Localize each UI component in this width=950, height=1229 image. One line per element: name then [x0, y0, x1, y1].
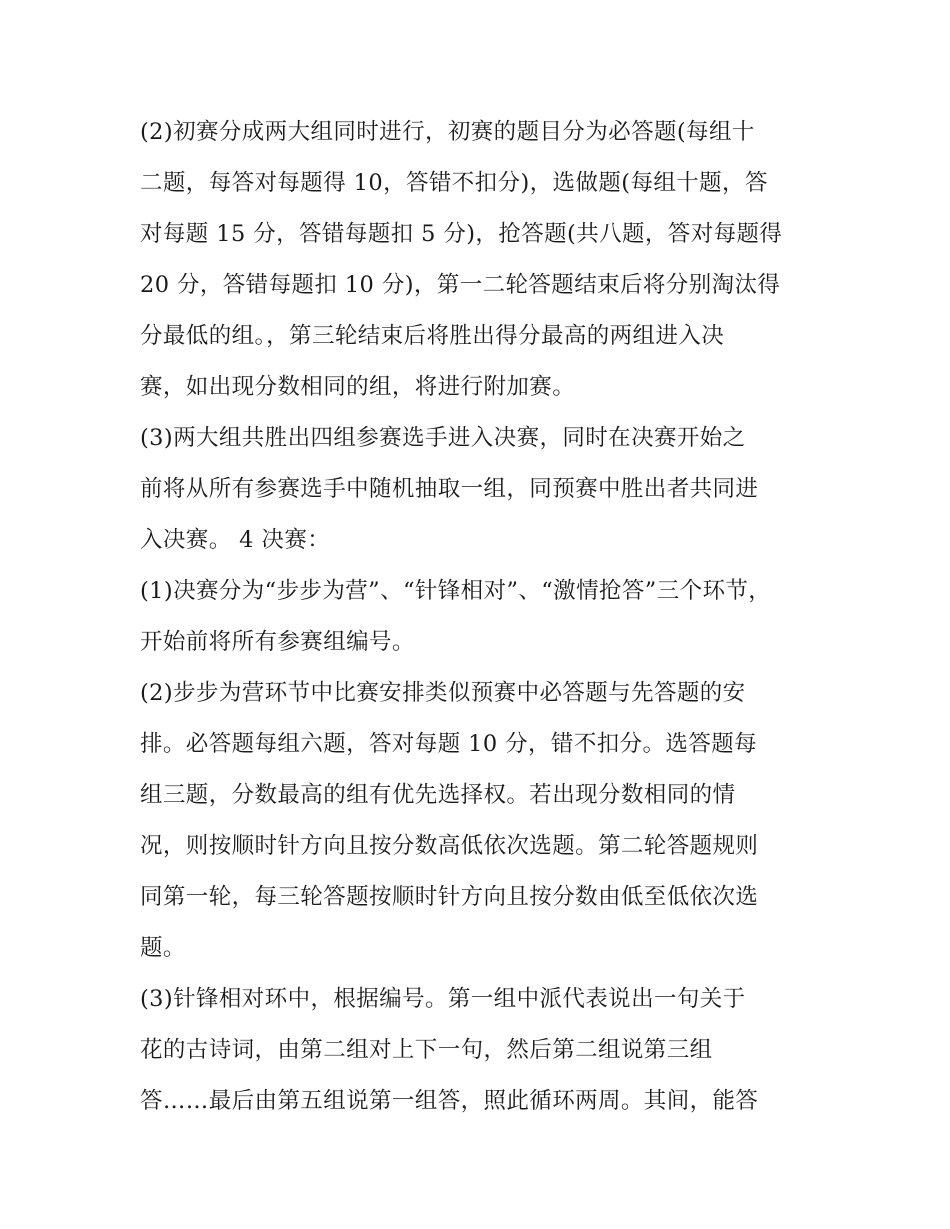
text-line-5: 分最低的组。，第三轮结束后将胜出得分最高的两组进入决 — [140, 323, 725, 349]
text-line-14: 组三题，分数最高的组有优先选择权。若出现分数相同的情 — [140, 782, 736, 808]
text-line-17: 题。 — [140, 935, 186, 961]
text-line-10: (1)决赛分为“步步为营”、“针锋相对”、“激情抢答”三个环节， — [140, 578, 772, 604]
document-body — [140, 107, 820, 1127]
text-line-1: (2)初赛分成两大组同时进行，初赛的题目分为必答题(每组十 — [140, 119, 755, 145]
text-line-20: 答……最后由第五组说第一组答，照此循环两周。其间，能答 — [140, 1088, 759, 1114]
text-line-11: 开始前将所有参赛组编号。 — [140, 629, 415, 655]
text-line-9: 入决赛。 4 决赛： — [140, 527, 331, 553]
text-line-15: 况，则按顺时针方向且按分数高低依次选题。第二轮答题规则 — [140, 833, 759, 859]
text-line-16: 同第一轮，每三轮答题按顺时针方向且按分数由低至低依次选 — [140, 884, 759, 910]
text-line-19: 花的古诗词，由第二组对上下一句，然后第二组说第三组 — [140, 1037, 713, 1063]
text-line-2: 二题，每答对每题得 10，答错不扣分)，选做题(每组十题，答 — [140, 170, 768, 196]
text-line-13: 排。必答题每组六题，答对每题 10 分，错不扣分。选答题每 — [140, 731, 758, 757]
text-line-7: (3)两大组共胜出四组参赛选手进入决赛，同时在决赛开始之 — [140, 425, 746, 451]
text-line-6: 赛，如出现分数相同的组，将进行附加赛。 — [140, 374, 576, 400]
text-line-4: 20 分，答错每题扣 10 分)，第一二轮答题结束后将分别淘汰得 — [140, 272, 781, 298]
text-line-8: 前将从所有参赛选手中随机抽取一组，同预赛中胜出者共同进 — [140, 476, 759, 502]
text-line-12: (2)步步为营环节中比赛安排类似预赛中必答题与先答题的安 — [140, 680, 746, 706]
text-line-3: 对每题 15 分，答错每题扣 5 分)，抢答题(共八题，答对每题得 — [140, 221, 783, 247]
text-line-18: (3)针锋相对环中，根据编号。第一组中派代表说出一句关于 — [140, 986, 746, 1012]
